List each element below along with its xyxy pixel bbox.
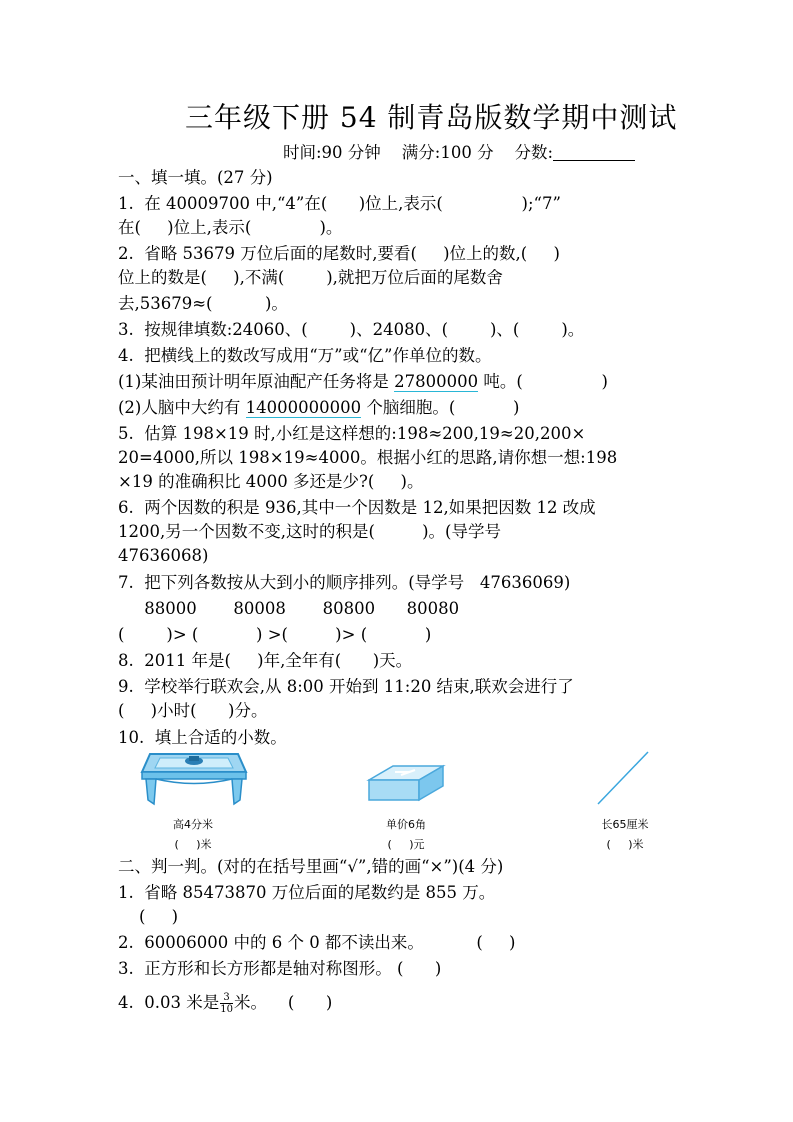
judge-4	[118, 992, 332, 1015]
q4-1-suffix: 吨。( )	[478, 372, 608, 391]
section-heading: 一、填一填。(27 分)	[118, 168, 273, 187]
stick-answer: ( )米	[606, 838, 644, 851]
question-3: 3. 按规律填数:24060、( )、24080、( )、( )。	[118, 320, 585, 339]
eraser-caption: 单价6角	[386, 818, 426, 831]
eraser-answer: ( )元	[387, 838, 425, 851]
question-5-line-1: 5. 估算 198×19 时,小红是这样想的:198≈200,19≈20,200×	[118, 424, 586, 443]
question-4-2	[118, 398, 519, 418]
q4-2-prefix: (2)人脑中大约有	[118, 398, 246, 417]
question-6-line-1: 6. 两个因数的积是 936,其中一个因数是 12,如果把因数 12 改成	[118, 498, 596, 517]
question-1-line-1: 1. 在 40009700 中,“4”在( )位上,表示( );“7”	[118, 194, 561, 213]
eraser-picture	[365, 762, 447, 804]
question-7: 7. 把下列各数按从大到小的顺序排列。(导学号 47636069)	[118, 573, 571, 592]
question-1-line-2: 在( )位上,表示( )。	[118, 218, 343, 237]
question-5-line-3: ×19 的准确积比 4000 多还是少?( )。	[118, 472, 424, 491]
question-5-line-2: 20=4000,所以 198×19≈4000。根据小红的思路,请你想一想:198	[118, 448, 618, 467]
question-7-order: ( )> ( ) >( )> ( )	[118, 625, 432, 644]
q4-1-number: 27800000	[394, 372, 479, 391]
question-6-line-3: 47636068)	[118, 546, 209, 565]
question-10: 10. 填上合适的小数。	[118, 728, 287, 747]
stick-caption: 长65厘米	[601, 818, 649, 831]
question-4-1	[118, 372, 608, 392]
fraction-numerator: 3	[220, 992, 233, 1004]
judge-1-line-1: 1. 省略 85473870 万位后面的尾数约是 855 万。	[118, 883, 496, 902]
judge-4-suffix: 米。 ( )	[233, 993, 333, 1012]
question-2-line-3: 去,53679≈( )。	[118, 294, 288, 313]
question-2-line-2: 位上的数是( ),不满( ),就把万位后面的尾数舍	[118, 268, 503, 287]
fraction-denominator: 10	[220, 1004, 233, 1015]
table-answer: ( )米	[174, 838, 212, 851]
fraction	[220, 992, 233, 1015]
judge-3: 3. 正方形和长方形都是轴对称图形。 ( )	[118, 959, 442, 978]
q4-1-prefix: (1)某油田预计明年原油配产任务将是	[118, 372, 395, 391]
question-8: 8. 2011 年是( )年,全年有( )天。	[118, 651, 413, 670]
page-title: 三年级下册 54 制青岛版数学期中测试	[185, 101, 678, 134]
question-9-line-1: 9. 学校举行联欢会,从 8:00 开始到 11:20 结束,联欢会进行了	[118, 677, 574, 696]
q4-2-number: 14000000000	[245, 398, 362, 417]
score-blank[interactable]	[553, 144, 635, 161]
stick-picture	[594, 750, 650, 808]
judge-4-prefix: 4. 0.03 米是	[118, 993, 220, 1012]
question-9-line-2: ( )小时( )分。	[118, 701, 268, 720]
section-heading: 二、判一判。(对的在括号里画“√”,错的画“×”)(4 分)	[118, 857, 504, 876]
judge-2: 2. 60006000 中的 6 个 0 都不读出来。 ( )	[118, 933, 516, 952]
exam-info-text: 时间:90 分钟 满分:100 分 分数:	[283, 143, 554, 162]
table-picture	[138, 750, 250, 812]
question-4: 4. 把横线上的数改写成用“万”或“亿”作单位的数。	[118, 346, 492, 365]
exam-info	[283, 143, 635, 163]
question-2-line-1: 2. 省略 53679 万位后面的尾数时,要看( )位上的数,( )	[118, 244, 560, 263]
table-caption: 高4分米	[173, 818, 213, 831]
question-6-line-2: 1200,另一个因数不变,这时的积是( )。(导学号	[118, 522, 501, 541]
q4-2-suffix: 个脑细胞。( )	[361, 398, 520, 417]
question-7-numbers: 88000 80008 80800 80080	[118, 599, 460, 618]
judge-1-line-2: ( )	[118, 907, 179, 926]
